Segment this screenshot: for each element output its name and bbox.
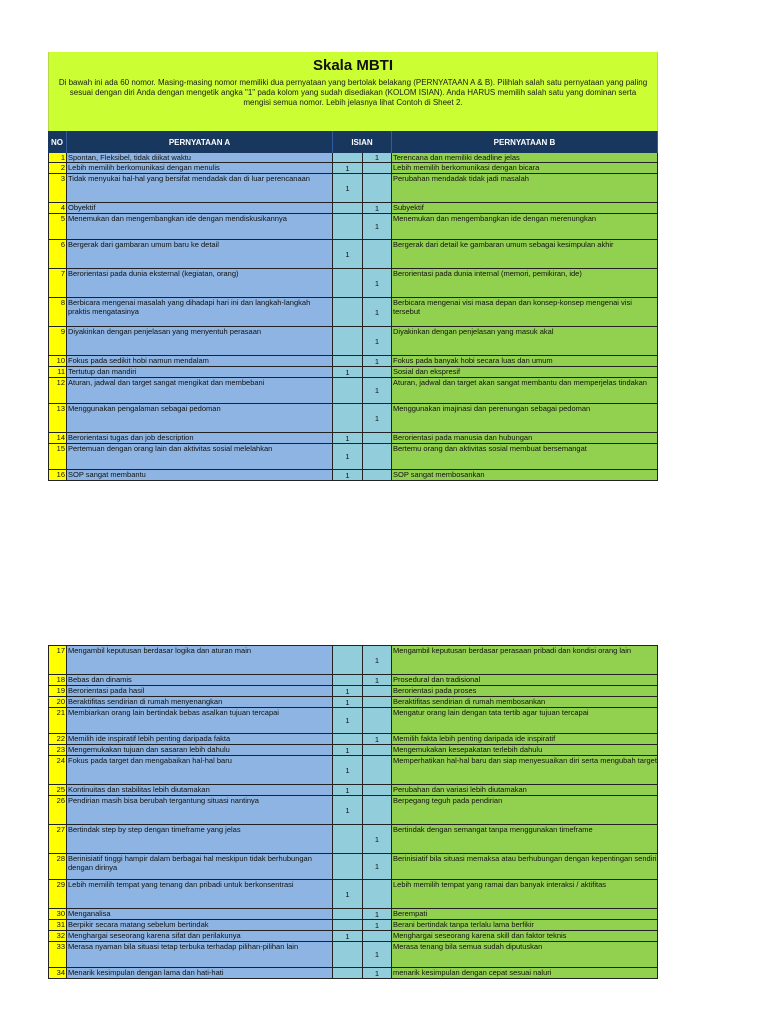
table-row (48, 269, 658, 298)
isian-b-cell[interactable] (363, 880, 392, 908)
statement-b: Berorientasi pada proses (392, 686, 658, 696)
row-number: 31 (48, 920, 67, 930)
table-row (48, 444, 658, 470)
isian-a-cell[interactable]: 1 (333, 796, 363, 824)
table-row (48, 327, 658, 356)
statement-a: Kontinuitas dan stabilitas lebih diutamakan (67, 785, 333, 795)
isian-b-cell[interactable]: 1 (363, 153, 392, 162)
row-number: 32 (48, 931, 67, 941)
isian-b-cell[interactable]: 1 (363, 203, 392, 213)
statement-b: Berorientasi pada dunia internal (memori, pemikiran, ide) (392, 269, 658, 297)
isian-b-cell[interactable]: 1 (363, 909, 392, 919)
isian-a-cell[interactable] (333, 968, 363, 978)
statement-b: Perubahan dan variasi lebih diutamakan (392, 785, 658, 795)
isian-b-cell[interactable]: 1 (363, 825, 392, 853)
statement-b: Perubahan mendadak tidak jadi masalah (392, 174, 658, 202)
row-number: 5 (48, 214, 67, 239)
column-header-b: PERNYATAAN B (392, 131, 658, 153)
statement-b: Fokus pada banyak hobi secara luas dan umum (392, 356, 658, 366)
statement-b: Berorientasi pada manusia dan hubungan (392, 433, 658, 443)
isian-a-cell[interactable] (333, 298, 363, 326)
statement-b: Bertemu orang dan aktivitas sosial membuat bersemangat (392, 444, 658, 469)
questionnaire-block-2 (48, 645, 658, 979)
isian-a-cell[interactable]: 1 (333, 433, 363, 443)
statement-a: Beraktifitas sendirian di rumah menyenangkan (67, 697, 333, 707)
table-row (48, 825, 658, 854)
column-header-isian: ISIAN (333, 131, 392, 153)
table-row (48, 153, 658, 163)
isian-b-cell[interactable]: 1 (363, 942, 392, 967)
table-row (48, 854, 658, 880)
isian-b-cell[interactable] (363, 433, 392, 443)
isian-b-cell[interactable]: 1 (363, 327, 392, 355)
isian-b-cell[interactable]: 1 (363, 734, 392, 744)
rows-container-2 (48, 645, 658, 979)
row-number: 7 (48, 269, 67, 297)
isian-a-cell[interactable] (333, 675, 363, 685)
row-number: 16 (48, 470, 67, 480)
table-row (48, 298, 658, 327)
table-row (48, 756, 658, 785)
isian-a-cell[interactable]: 1 (333, 163, 363, 173)
row-number: 8 (48, 298, 67, 326)
statement-a: Berorientasi pada dunia eksternal (kegiatan, orang) (67, 269, 333, 297)
statement-b: Mengemukakan kesepakatan terlebih dahulu (392, 745, 658, 755)
isian-a-cell[interactable]: 1 (333, 785, 363, 795)
isian-a-cell[interactable] (333, 327, 363, 355)
statement-b: menarik kesimpulan dengan cepat sesuai naluri (392, 968, 658, 978)
statement-a: Lebih memilih berkomunikasi dengan menulis (67, 163, 333, 173)
sheet-header (48, 52, 658, 131)
isian-a-cell[interactable] (333, 214, 363, 239)
table-row (48, 240, 658, 269)
statement-b: Aturan, jadwal dan target akan sangat membantu dan memperjelas tindakan (392, 378, 658, 403)
isian-b-cell[interactable] (363, 785, 392, 795)
page-title: Skala MBTI (312, 57, 394, 74)
statement-a: Tertutup dan mandiri (67, 367, 333, 377)
isian-b-cell[interactable]: 1 (363, 404, 392, 432)
table-row (48, 920, 658, 931)
table-row (48, 378, 658, 404)
table-row (48, 686, 658, 697)
isian-a-cell[interactable]: 1 (333, 745, 363, 755)
row-number: 24 (48, 756, 67, 784)
isian-b-cell[interactable]: 1 (363, 646, 392, 674)
statement-b: Berpegang teguh pada pendirian (392, 796, 658, 824)
isian-a-cell[interactable] (333, 920, 363, 930)
table-row (48, 942, 658, 968)
statement-b: Memperhatikan hal-hal baru dan siap menyesuaikan diri serta mengubah target (392, 756, 658, 784)
table-row (48, 404, 658, 433)
row-number: 15 (48, 444, 67, 469)
statement-a: Obyektif (67, 203, 333, 213)
row-number: 30 (48, 909, 67, 919)
row-number: 4 (48, 203, 67, 213)
table-row (48, 734, 658, 745)
statement-a: Pertemuan dengan orang lain dan aktivitas sosial melelahkan (67, 444, 333, 469)
statement-a: Menemukan dan mengembangkan ide dengan mendiskusikannya (67, 214, 333, 239)
isian-a-cell[interactable]: 1 (333, 697, 363, 707)
statement-a: Mengambil keputusan berdasar logika dan aturan main (67, 646, 333, 674)
column-header-a: PERNYATAAN A (67, 131, 333, 153)
table-row (48, 367, 658, 378)
row-number: 11 (48, 367, 67, 377)
isian-b-cell[interactable] (363, 367, 392, 377)
statement-a: Membiarkan orang lain bertindak bebas asalkan tujuan tercapai (67, 708, 333, 733)
statement-a: Tidak menyukai hal-hal yang bersifat mendadak dan di luar perencanaan (67, 174, 333, 202)
statement-a: Berbicara mengenai masalah yang dihadapi hari ini dan langkah-langkah praktis mengatasinya (67, 298, 333, 326)
isian-a-cell[interactable]: 1 (333, 931, 363, 941)
row-number: 28 (48, 854, 67, 879)
statement-b: Subyektif (392, 203, 658, 213)
row-number: 9 (48, 327, 67, 355)
statement-b: Mengambil keputusan berdasar perasaan pribadi dan kondisi orang lain (392, 646, 658, 674)
isian-a-cell[interactable]: 1 (333, 756, 363, 784)
row-number: 1 (48, 153, 67, 162)
table-row (48, 433, 658, 444)
isian-a-cell[interactable] (333, 646, 363, 674)
isian-b-cell[interactable]: 1 (363, 356, 392, 366)
instructions-text: Di bawah ini ada 60 nomor. Masing-masing nomor memiliki dua pernyataan yang bertolak belakang (PERNYATAAN A & B). Pilihlah salah satu pernyataan yang paling sesuai dengan diri Anda dengan mengetik angka "1" pada kolom yang sudah disediakan (KOLOM ISIAN). Anda HARUS memilih salah satu yang dominan serta mengisi semua nomor. Lebih jelasnya lihat Contoh di Sheet 2. (58, 78, 648, 107)
statement-a: Memilih ide inspiratif lebih penting daripada fakta (67, 734, 333, 744)
isian-a-cell[interactable]: 1 (333, 367, 363, 377)
isian-b-cell[interactable] (363, 708, 392, 733)
isian-a-cell[interactable] (333, 356, 363, 366)
row-number: 23 (48, 745, 67, 755)
statement-b: Menghargai seseorang karena skill dan faktor teknis (392, 931, 658, 941)
statement-a: Berinisiatif tinggi hampir dalam berbagai hal meskipun tidak berhubungan dengan dirinya (67, 854, 333, 879)
isian-a-cell[interactable]: 1 (333, 470, 363, 480)
table-row (48, 745, 658, 756)
column-header-no: NO (48, 131, 67, 153)
isian-a-cell[interactable]: 1 (333, 686, 363, 696)
isian-b-cell[interactable] (363, 444, 392, 469)
statement-b: Merasa tenang bila semua sudah diputuskan (392, 942, 658, 967)
statement-b: Terencana dan memiliki deadline jelas (392, 153, 658, 162)
isian-b-cell[interactable] (363, 470, 392, 480)
isian-b-cell[interactable]: 1 (363, 298, 392, 326)
statement-b: Bergerak dari detail ke gambaran umum sebagai kesimpulan akhir (392, 240, 658, 268)
statement-a: Spontan, Fleksibel, tidak diikat waktu (67, 153, 333, 162)
isian-b-cell[interactable] (363, 686, 392, 696)
statement-b: Menggunakan imajinasi dan perenungan sebagai pedoman (392, 404, 658, 432)
row-number: 13 (48, 404, 67, 432)
isian-a-cell[interactable]: 1 (333, 240, 363, 268)
isian-a-cell[interactable]: 1 (333, 708, 363, 733)
row-number: 26 (48, 796, 67, 824)
table-row (48, 785, 658, 796)
isian-a-cell[interactable] (333, 269, 363, 297)
statement-a: Bebas dan dinamis (67, 675, 333, 685)
column-header-row (48, 131, 658, 153)
table-row (48, 931, 658, 942)
row-number: 34 (48, 968, 67, 978)
row-number: 6 (48, 240, 67, 268)
statement-b: Beraktifitas sendirian di rumah membosankan (392, 697, 658, 707)
statement-a: Fokus pada target dan mengabaikan hal-hal baru (67, 756, 333, 784)
statement-a: Fokus pada sedikit hobi namun mendalam (67, 356, 333, 366)
table-row (48, 880, 658, 909)
statement-a: Merasa nyaman bila situasi tetap terbuka terhadap pilihan-pilihan lain (67, 942, 333, 967)
statement-b: Mengatur orang lain dengan tata tertib agar tujuan tercapai (392, 708, 658, 733)
table-row (48, 163, 658, 174)
statement-a: Menarik kesimpulan dengan lama dan hati-hati (67, 968, 333, 978)
row-number: 25 (48, 785, 67, 795)
row-number: 20 (48, 697, 67, 707)
statement-b: Berempati (392, 909, 658, 919)
table-row (48, 968, 658, 979)
statement-a: Menghargai seseorang karena sifat dan perilakunya (67, 931, 333, 941)
row-number: 2 (48, 163, 67, 173)
isian-b-cell[interactable] (363, 756, 392, 784)
statement-b: Diyakinkan dengan penjelasan yang masuk akal (392, 327, 658, 355)
isian-a-cell[interactable]: 1 (333, 444, 363, 469)
statement-a: Pendirian masih bisa berubah tergantung situasi nantinya (67, 796, 333, 824)
statement-a: Bergerak dari gambaran umum baru ke detail (67, 240, 333, 268)
table-row (48, 646, 658, 675)
statement-b: Menemukan dan mengembangkan ide dengan merenungkan (392, 214, 658, 239)
isian-b-cell[interactable]: 1 (363, 378, 392, 403)
isian-b-cell[interactable]: 1 (363, 920, 392, 930)
isian-a-cell[interactable]: 1 (333, 880, 363, 908)
statement-a: Menganalisa (67, 909, 333, 919)
statement-a: Berpikir secara matang sebelum bertindak (67, 920, 333, 930)
isian-b-cell[interactable]: 1 (363, 854, 392, 879)
isian-a-cell[interactable] (333, 378, 363, 403)
isian-b-cell[interactable]: 1 (363, 675, 392, 685)
statement-b: Sosial dan ekspresif (392, 367, 658, 377)
isian-b-cell[interactable] (363, 174, 392, 202)
statement-a: SOP sangat membantu (67, 470, 333, 480)
questionnaire-block-1 (48, 52, 658, 481)
statement-a: Berorientasi tugas dan job description (67, 433, 333, 443)
table-row (48, 675, 658, 686)
table-row (48, 470, 658, 481)
statement-b: SOP sangat membosankan (392, 470, 658, 480)
statement-b: Memilih fakta lebih penting daripada ide inspiratif (392, 734, 658, 744)
statement-a: Aturan, jadwal dan target sangat mengikat dan membebani (67, 378, 333, 403)
isian-a-cell[interactable] (333, 404, 363, 432)
isian-a-cell[interactable] (333, 854, 363, 879)
row-number: 3 (48, 174, 67, 202)
isian-a-cell[interactable] (333, 734, 363, 744)
row-number: 21 (48, 708, 67, 733)
table-row (48, 214, 658, 240)
isian-a-cell[interactable] (333, 909, 363, 919)
row-number: 14 (48, 433, 67, 443)
table-row (48, 708, 658, 734)
statement-b: Berinisiatif bila situasi memaksa atau berhubungan dengan kepentingan sendiri (392, 854, 658, 879)
statement-a: Berorientasi pada hasil (67, 686, 333, 696)
row-number: 29 (48, 880, 67, 908)
row-number: 18 (48, 675, 67, 685)
table-row (48, 796, 658, 825)
row-number: 12 (48, 378, 67, 403)
row-number: 10 (48, 356, 67, 366)
isian-a-cell[interactable]: 1 (333, 174, 363, 202)
row-number: 33 (48, 942, 67, 967)
statement-b: Berbicara mengenai visi masa depan dan konsep-konsep mengenai visi tersebut (392, 298, 658, 326)
table-row (48, 909, 658, 920)
rows-container-1 (48, 153, 658, 481)
row-number: 22 (48, 734, 67, 744)
isian-b-cell[interactable] (363, 697, 392, 707)
table-row (48, 174, 658, 203)
isian-b-cell[interactable] (363, 163, 392, 173)
table-row (48, 203, 658, 214)
isian-a-cell[interactable] (333, 153, 363, 162)
statement-b: Berani bertindak tanpa terlalu lama berfikir (392, 920, 658, 930)
row-number: 19 (48, 686, 67, 696)
isian-b-cell[interactable]: 1 (363, 214, 392, 239)
statement-a: Mengemukakan tujuan dan sasaran lebih dahulu (67, 745, 333, 755)
statement-b: Lebih memilih berkomunikasi dengan bicara (392, 163, 658, 173)
statement-a: Diyakinkan dengan penjelasan yang menyentuh perasaan (67, 327, 333, 355)
statement-b: Prosedural dan tradisional (392, 675, 658, 685)
statement-a: Lebih memilih tempat yang tenang dan pribadi untuk berkonsentrasi (67, 880, 333, 908)
row-number: 17 (48, 646, 67, 674)
isian-b-cell[interactable] (363, 745, 392, 755)
statement-b: Bertindak dengan semangat tanpa menggunakan timeframe (392, 825, 658, 853)
isian-b-cell[interactable] (363, 240, 392, 268)
statement-a: Menggunakan pengalaman sebagai pedoman (67, 404, 333, 432)
isian-b-cell[interactable] (363, 931, 392, 941)
isian-a-cell[interactable] (333, 942, 363, 967)
isian-a-cell[interactable] (333, 825, 363, 853)
table-row (48, 697, 658, 708)
statement-b: Lebih memilih tempat yang ramai dan banyak interaksi / aktifitas (392, 880, 658, 908)
isian-b-cell[interactable]: 1 (363, 269, 392, 297)
table-row (48, 356, 658, 367)
row-number: 27 (48, 825, 67, 853)
isian-b-cell[interactable] (363, 796, 392, 824)
isian-a-cell[interactable] (333, 203, 363, 213)
statement-a: Bertindak step by step dengan timeframe yang jelas (67, 825, 333, 853)
isian-b-cell[interactable]: 1 (363, 968, 392, 978)
